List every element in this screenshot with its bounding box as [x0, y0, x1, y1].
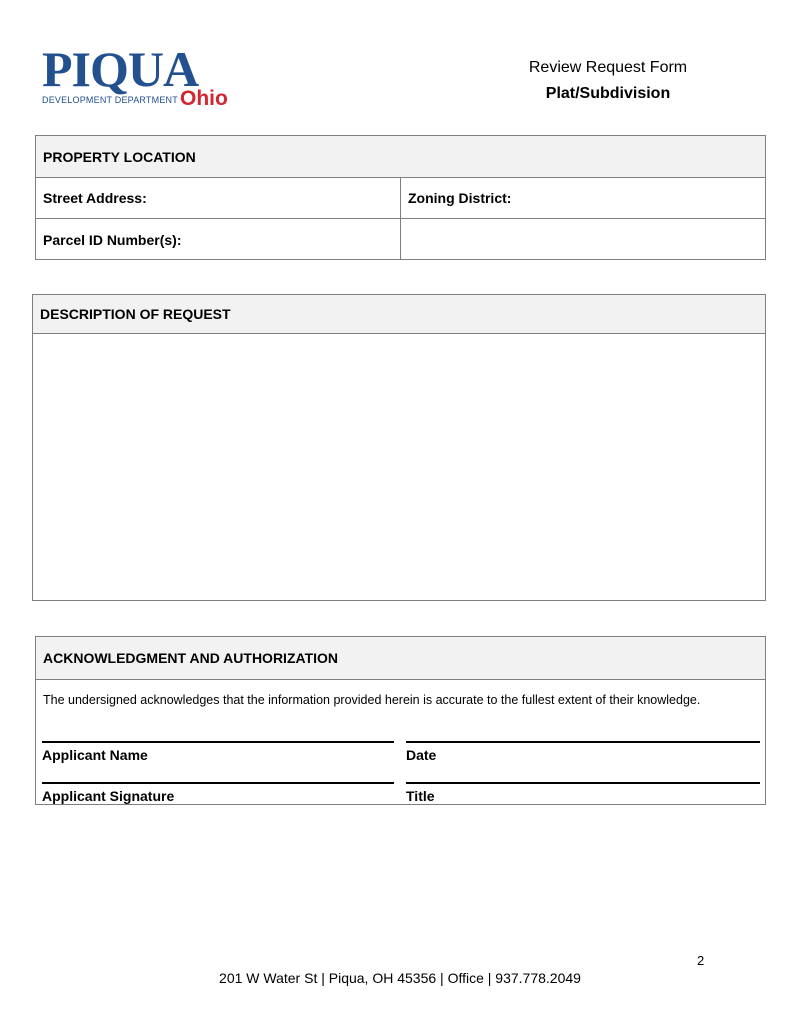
title-label: Title	[406, 788, 435, 804]
property-row-1	[36, 178, 765, 219]
empty-field[interactable]	[401, 219, 765, 260]
property-location-section	[35, 135, 766, 260]
applicant-name-line[interactable]	[42, 741, 394, 763]
zoning-district-label: Zoning District:	[408, 190, 512, 206]
page-number: 2	[697, 953, 705, 968]
form-title: Review Request Form	[528, 59, 688, 76]
street-address-label: Street Address:	[43, 190, 147, 206]
date-line[interactable]	[406, 741, 760, 763]
description-input[interactable]	[33, 334, 769, 604]
form-subtitle: Plat/Subdivision	[545, 85, 671, 102]
logo-wordmark: PIQUA	[42, 41, 199, 97]
zoning-district-field[interactable]	[401, 178, 765, 218]
acknowledgment-heading: ACKNOWLEDGMENT AND AUTHORIZATION	[36, 637, 765, 680]
property-location-heading: PROPERTY LOCATION	[36, 136, 765, 178]
parcel-id-field[interactable]	[36, 219, 401, 260]
street-address-field[interactable]	[36, 178, 401, 218]
description-heading: DESCRIPTION OF REQUEST	[33, 295, 765, 334]
piqua-logo	[42, 41, 242, 112]
property-row-2	[36, 219, 765, 260]
footer-address: 201 W Water St | Piqua, OH 45356 | Office | 937.778.2049	[219, 970, 581, 986]
parcel-id-label: Parcel ID Number(s):	[43, 231, 182, 248]
acknowledgment-section	[35, 636, 766, 805]
logo-state: Ohio	[180, 87, 228, 110]
logo-department: DEVELOPMENT DEPARTMENT	[42, 95, 178, 105]
description-section	[32, 294, 766, 601]
applicant-name-label: Applicant Name	[42, 747, 148, 763]
applicant-signature-line[interactable]	[42, 782, 394, 804]
acknowledgment-statement: The undersigned acknowledges that the information provided herein is accurate to the fullest extent of their knowledge.	[43, 693, 701, 707]
applicant-signature-label: Applicant Signature	[42, 788, 175, 804]
title-line[interactable]	[406, 782, 760, 804]
date-label: Date	[406, 747, 437, 763]
form-title-block	[498, 58, 718, 104]
